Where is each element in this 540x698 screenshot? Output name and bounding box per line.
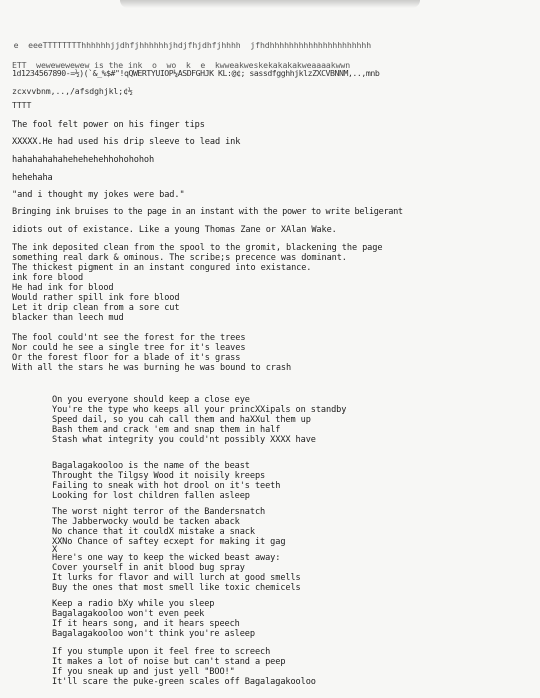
body-line: Would rather spill ink fore blood <box>12 293 180 303</box>
body-line: idiots out of existance. Like a young Thomas Zane or XAlan Wake. <box>12 225 337 235</box>
poem-line: Bash them and crack 'em and snap them in half <box>52 425 281 435</box>
page-smudge <box>120 0 420 8</box>
poem-line: It lurks for flavor and will lurch at good smells <box>52 573 301 583</box>
poem-line: The Jabberwocky would be tacken aback <box>52 517 240 527</box>
poem-line: Stash what integrity you could'nt possibly XXXX have <box>52 435 316 445</box>
poem-line: Bagalagakooloo won't even peek <box>52 609 205 619</box>
body-line: With all the stars he was burning he was bound to crash <box>12 363 292 373</box>
poem-line: If it hears song, and it hears speech <box>52 619 240 629</box>
poem-line: No chance that it couldX mistake a snack <box>52 527 255 537</box>
body-line: Or the forest floor for a blade of it's grass <box>12 353 241 363</box>
poem-line: The worst night terror of the Bandersnatch <box>52 507 266 517</box>
body-line: hehehaha <box>12 173 53 183</box>
body-line: Nor could he see a single tree for it's leaves <box>12 343 246 353</box>
poem-line: It makes a lot of noise but can't stand a peep <box>52 657 286 667</box>
poem-line: XXNo Chance of saftey ecxept for making it gag <box>52 537 286 547</box>
header-line: ETT wewewewewew is the ink o wo k e kwweakweskekakakakweaaaakwwn <box>12 60 351 70</box>
header-line: zcxvvbnm,..,/afsdghjkl;¢½ <box>12 86 133 96</box>
poem-line: If you sneak up and just yell "BOO!" <box>52 667 235 677</box>
body-line: He had ink for blood <box>12 283 114 293</box>
poem-line: You're the type who keeps all your princXXipals on standby <box>52 405 347 415</box>
body-line: something real dark & ominous. The scribe;s precence was dominant. <box>12 253 347 263</box>
poem-line: Bagalagakooloo won't think you're asleep <box>52 629 255 639</box>
body-line: ink fore blood <box>12 273 84 283</box>
body-line: hahahahahahehehehehhohohohoh <box>12 155 155 165</box>
body-line: The ink deposited clean from the spool to the gromit, blackening the page <box>12 243 383 253</box>
poem-line: It'll scare the puke-green scales off Bagalagakooloo <box>52 677 316 687</box>
poem-line: Speed dail, so you cah call them and haXXul them up <box>52 415 311 425</box>
poem-line: X <box>52 545 58 555</box>
poem-line: Throught the Tilgsy Wood it noisily kreeps <box>52 471 266 481</box>
poem-line: Cover yourself in anit blood bug spray <box>52 563 245 573</box>
body-line: Bringing ink bruises to the page in an instant with the power to write beligerant <box>12 207 403 217</box>
body-line: The fool could'nt see the forest for the trees <box>12 333 246 343</box>
header-line: TTTT <box>12 100 32 110</box>
body-line: Let it drip clean from a sore cut <box>12 303 180 313</box>
poem-line: Here's one way to keep the wicked beast away: <box>52 553 281 563</box>
poem-line: Failing to sneak with hot drool on it's teeth <box>52 481 281 491</box>
body-line: blacker than leech mud <box>12 313 124 323</box>
poem-line: On you everyone should keep a close eye <box>52 395 250 405</box>
header-line: e eeeTTTTTTTThhhhhhjjdhfjhhhhhhjhdjfhjdhfjhhhh jfhdhhhhhhhhhhhhhhhhhhhhh <box>4 40 372 50</box>
poem-line: If you stumple upon it feel free to screech <box>52 647 271 657</box>
poem-line: Buy the ones that most smell like toxic chemicels <box>52 583 301 593</box>
body-line: "and i thought my jokes were bad." <box>12 190 185 200</box>
poem-line: Keep a radio bXy while you sleep <box>52 599 215 609</box>
body-line: XXXXX.He had used his drip sleeve to lead ink <box>12 137 241 147</box>
poem-line: Bagalagakooloo is the name of the beast <box>52 461 250 471</box>
body-line: The thickest pigment in an instant congured into existance. <box>12 263 312 273</box>
body-line: The fool felt power on his finger tips <box>12 120 205 130</box>
poem-line: Looking for lost children fallen asleep <box>52 491 250 501</box>
header-line: 1d1234567890-=½)(`&_%$#"!qQWERTYUIOP¼ASDFGHJK KL:@¢; sassdfgghhjklzZXCVBNNM,..,mnb <box>12 68 380 78</box>
